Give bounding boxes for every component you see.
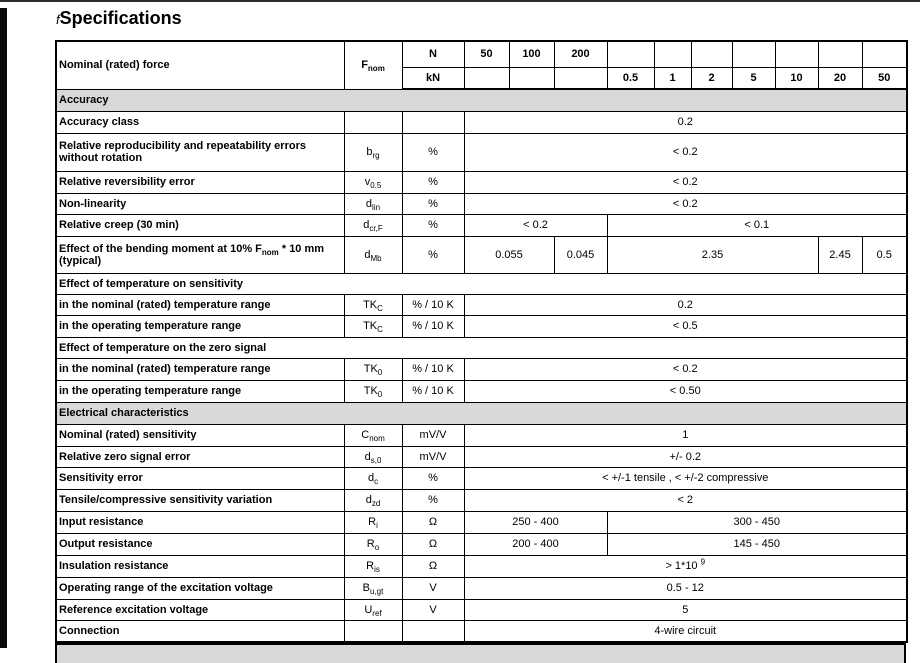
param-unit: V (402, 577, 464, 599)
section-row (56, 89, 907, 111)
param-symbol: $d_{Mb}$ (344, 236, 402, 273)
param-value: +/- 0.2 (464, 446, 907, 467)
param-symbol: $d_c$ (344, 467, 402, 489)
param-symbol: $TK_C$ (344, 315, 402, 337)
force-col-kilonewton: 50 (862, 67, 907, 89)
param-symbol: $B_{u,gt}$ (344, 577, 402, 599)
force-col-kilonewton (464, 67, 509, 89)
param-label: Insulation resistance (56, 555, 344, 577)
param-value: < 0.2 (464, 193, 907, 214)
param-value: 0.2 (464, 294, 907, 315)
section-row (56, 402, 907, 424)
param-value: < 0.1 (607, 214, 907, 236)
param-unit: Ω (402, 533, 464, 555)
param-label: Effect of the bending moment at 10% $F_{nom} * 10$ mm (typical) (56, 236, 344, 273)
next-section-row (55, 643, 906, 663)
spec-row (56, 133, 907, 171)
param-value: 4-wire circuit (464, 620, 907, 642)
param-unit: Ω (402, 511, 464, 533)
param-label: Output resistance (56, 533, 344, 555)
param-unit: % / 10 K (402, 358, 464, 380)
param-label: Sensitivity error (56, 467, 344, 489)
param-value: 0.5 (862, 236, 907, 273)
force-col-newton: 100 (509, 41, 554, 67)
param-unit: % (402, 133, 464, 171)
spec-row (56, 511, 907, 533)
param-value: 300 - 450 (607, 511, 907, 533)
spec-row (56, 620, 907, 642)
param-label: in the nominal (rated) temperature range (56, 358, 344, 380)
force-col-newton (607, 41, 654, 67)
force-col-kilonewton (509, 67, 554, 89)
spec-row (56, 467, 907, 489)
param-unit: % (402, 467, 464, 489)
param-label: Operating range of the excitation voltage (56, 577, 344, 599)
param-label: in the operating temperature range (56, 315, 344, 337)
param-unit: Ω (402, 555, 464, 577)
spec-row (56, 380, 907, 402)
spec-row (56, 489, 907, 511)
param-label: Relative zero signal error (56, 446, 344, 467)
section-title: Accuracy (56, 89, 907, 111)
spec-row (56, 315, 907, 337)
param-symbol: $TK_C$ (344, 294, 402, 315)
spec-row (56, 294, 907, 315)
force-col-newton: 50 (464, 41, 509, 67)
param-value: > 1*10 $^9$ (464, 555, 907, 577)
force-col-kilonewton: 10 (775, 67, 818, 89)
spec-row (56, 577, 907, 599)
force-col-newton (775, 41, 818, 67)
param-value: < 0.2 (464, 171, 907, 193)
force-col-newton (862, 41, 907, 67)
spec-row (56, 533, 907, 555)
param-symbol: $TK_0$ (344, 380, 402, 402)
param-label: Input resistance (56, 511, 344, 533)
param-label: Reference excitation voltage (56, 599, 344, 620)
param-unit (402, 620, 464, 642)
force-col-kilonewton: 5 (732, 67, 775, 89)
param-symbol: $R_i$ (344, 511, 402, 533)
page-title (56, 8, 182, 29)
param-unit: % (402, 193, 464, 214)
spec-row (56, 555, 907, 577)
param-symbol: $v_{0.5}$ (344, 171, 402, 193)
page-title-text: Specifications (59, 8, 182, 28)
force-col-newton: 200 (554, 41, 607, 67)
param-value: 0.045 (554, 236, 607, 273)
param-unit: % / 10 K (402, 315, 464, 337)
param-symbol: $C_{nom}$ (344, 424, 402, 446)
param-symbol: $d_{cr,F}$ (344, 214, 402, 236)
param-symbol: $R_{is}$ (344, 555, 402, 577)
param-symbol: $R_o$ (344, 533, 402, 555)
param-unit: % (402, 214, 464, 236)
section-title: Electrical characteristics (56, 402, 907, 424)
param-unit: mV/V (402, 446, 464, 467)
param-value: 2.35 (607, 236, 818, 273)
force-col-kilonewton: 0.5 (607, 67, 654, 89)
param-unit: % / 10 K (402, 380, 464, 402)
param-value: < +/-1 tensile , < +/-2 compressive (464, 467, 907, 489)
section-title: Effect of temperature on sensitivity (56, 273, 907, 294)
force-col-newton (818, 41, 862, 67)
force-col-kilonewton: 20 (818, 67, 862, 89)
param-label: in the nominal (rated) temperature range (56, 294, 344, 315)
param-value: 200 - 400 (464, 533, 607, 555)
param-value: 250 - 400 (464, 511, 607, 533)
param-value: < 0.2 (464, 358, 907, 380)
param-label: Tensile/compressive sensitivity variation (56, 489, 344, 511)
param-value: 145 - 450 (607, 533, 907, 555)
param-symbol: $TK_0$ (344, 358, 402, 380)
param-value: 0.2 (464, 111, 907, 133)
spec-row (56, 214, 907, 236)
param-symbol: $d_{s,0}$ (344, 446, 402, 467)
spec-row (56, 111, 907, 133)
param-value: < 0.2 (464, 214, 607, 236)
force-col-newton (732, 41, 775, 67)
page-top-border (0, 0, 920, 2)
param-unit: % / 10 K (402, 294, 464, 315)
param-label: Non-linearity (56, 193, 344, 214)
param-label: Connection (56, 620, 344, 642)
param-unit: % (402, 489, 464, 511)
spec-row (56, 193, 907, 214)
param-value: < 2 (464, 489, 907, 511)
param-value: < 0.50 (464, 380, 907, 402)
param-unit: % (402, 236, 464, 273)
force-col-newton (691, 41, 732, 67)
force-col-kilonewton: 2 (691, 67, 732, 89)
force-col-newton (654, 41, 691, 67)
header-unit-n: N (402, 41, 464, 67)
spec-row (56, 446, 907, 467)
section-row (56, 337, 907, 358)
param-label: Accuracy class (56, 111, 344, 133)
param-label: Relative reproducibility and repeatability errors without rotation (56, 133, 344, 171)
header-symbol: $F_{nom}$ (344, 41, 402, 89)
param-unit: % (402, 171, 464, 193)
param-value: < 0.2 (464, 133, 907, 171)
header-unit-kn: kN (402, 67, 464, 89)
title-prefix-mark: f (56, 12, 60, 27)
param-unit: mV/V (402, 424, 464, 446)
spec-row (56, 358, 907, 380)
force-col-kilonewton (554, 67, 607, 89)
param-label: Nominal (rated) sensitivity (56, 424, 344, 446)
spec-row (56, 171, 907, 193)
param-label: Relative reversibility error (56, 171, 344, 193)
page-left-border (0, 8, 7, 648)
spec-row (56, 424, 907, 446)
spec-row (56, 599, 907, 620)
param-value: 1 (464, 424, 907, 446)
param-unit: V (402, 599, 464, 620)
section-row (56, 273, 907, 294)
param-label: Relative creep (30 min) (56, 214, 344, 236)
spec-row (56, 236, 907, 273)
header-param-label: Nominal (rated) force (56, 41, 344, 89)
specifications-table (55, 40, 908, 643)
param-symbol: $U_{ref}$ (344, 599, 402, 620)
param-label: in the operating temperature range (56, 380, 344, 402)
param-symbol: $b_{rg}$ (344, 133, 402, 171)
header-row-newton (56, 41, 907, 67)
param-unit (402, 111, 464, 133)
param-symbol: $d_{lin}$ (344, 193, 402, 214)
param-value: 2.45 (818, 236, 862, 273)
param-value: 0.5 - 12 (464, 577, 907, 599)
param-symbol (344, 111, 402, 133)
param-value: 0.055 (464, 236, 554, 273)
param-value: < 0.5 (464, 315, 907, 337)
force-col-kilonewton: 1 (654, 67, 691, 89)
section-title: Effect of temperature on the zero signal (56, 337, 907, 358)
param-symbol: $d_{zd}$ (344, 489, 402, 511)
param-symbol (344, 620, 402, 642)
param-value: 5 (464, 599, 907, 620)
